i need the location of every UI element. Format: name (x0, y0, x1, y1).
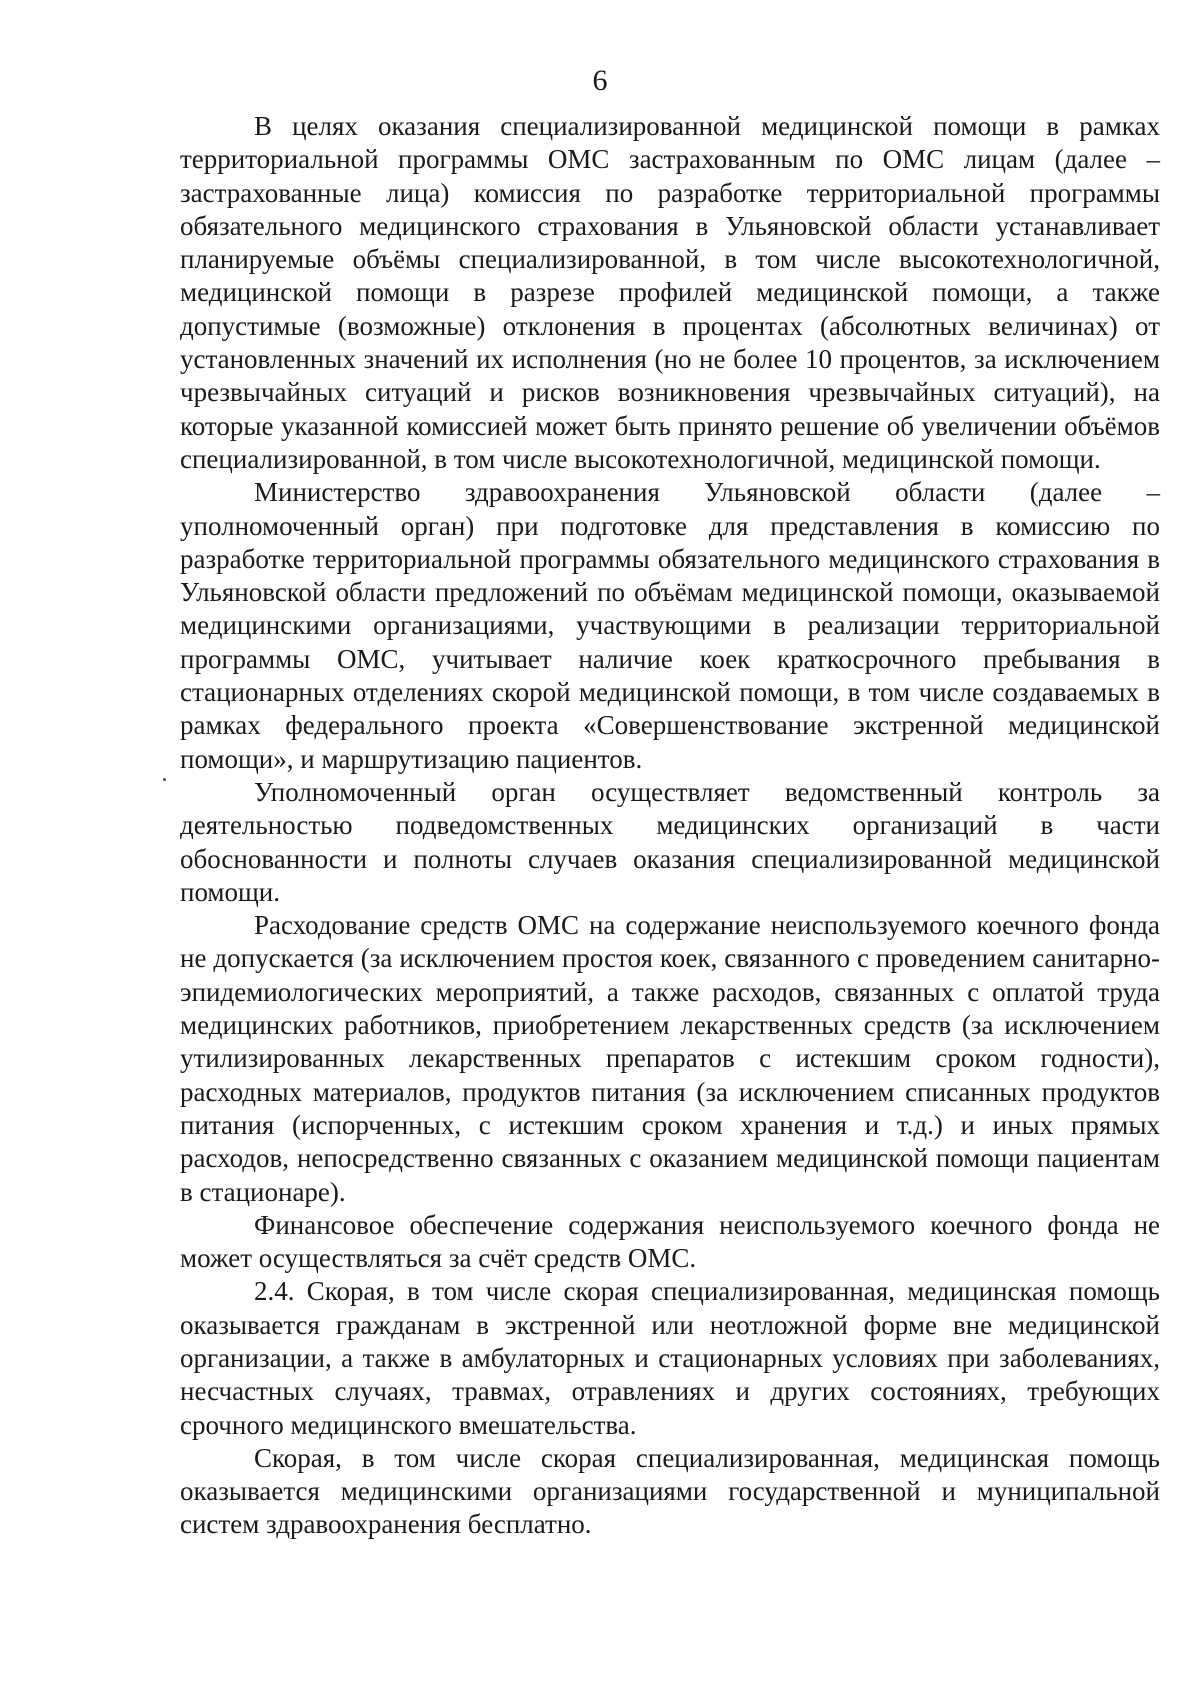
paragraph-section-2-4-emergency-care: 2.4. Скорая, в том числе скорая специализированная, медицинская помощь оказывается гражданам в экстренной или неотложной форме вне медицинской организации, а также в амбулаторных и стационарных условиях при заболеваниях, несчастных случаях, травмах, отравлениях и других состояниях, требующих срочного медицинского вмешательства. (180, 1276, 1160, 1440)
paragraph-specialized-care-volumes: В целях оказания специализированной медицинской помощи в рамках территориальной программы ОМС застрахованным по ОМС лицам (далее – застрахованные лица) комиссия по разработке территориальной программы обязательного медицинского страхования в Ульяновской области устанавливает планируемые объёмы специализированной, в том числе высокотехнологичной, медицинской помощи в разрезе профилей медицинской помощи, а также допустимые (возможные) отклонения в процентах (абсолютных величинах) от установленных значений их исполнения (но не более 10 процентов, за исключением чрезвычайных ситуаций и рисков возникновения чрезвычайных ситуаций), на которые указанной комиссией может быть принято решение об увеличении объёмов специализированной, в том числе высокотехнологичной, медицинской помощи. (180, 111, 1160, 474)
paragraph-emergency-care-free: Скорая, в том числе скорая специализированная, медицинская помощь оказывается медицинскими организациями государственной и муниципальной систем здравоохранения бесплатно. (180, 1442, 1160, 1540)
page-number: 6 (592, 64, 608, 97)
margin-dot (163, 778, 166, 781)
paragraph-departmental-control: Уполномоченный орган осуществляет ведомственный контроль за деятельностью подведомственных медицинских организаций в части обоснованности и полноты случаев оказания специализированной медицинской помощи. (180, 776, 1160, 907)
document-body (180, 110, 1160, 1542)
paragraph-unused-bed-fund-expenses: Расходование средств ОМС на содержание неиспользуемого коечного фонда не допускается (за исключением простоя коек, связанного с проведением санитарно-эпидемиологических мероприятий, а также расходов, связанных с оплатой труда медицинских работников, приобретением лекарственных средств (за исключением утилизированных лекарственных препаратов с истекшим сроком годности), расходных материалов, продуктов питания (за исключением списанных продуктов питания (испорченных, с истекшим сроком хранения и т.д.) и иных прямых расходов, непосредственно связанных с оказанием медицинской помощи пациентам в стационаре). (180, 910, 1160, 1207)
paragraph-ministry-proposals: Министерство здравоохранения Ульяновской области (далее – уполномоченный орган) при подготовке для представления в комиссию по разработке территориальной программы обязательного медицинского страхования в Ульяновской области предложений по объёмам медицинской помощи, оказываемой медицинскими организациями, участвующими в реализации территориальной программы ОМС, учитывает наличие коек краткосрочного пребывания в стационарных отделениях скорой медицинской помощи, в том числе создаваемых в рамках федерального проекта «Совершенствование экстренной медицинской помощи», и маршрутизацию пациентов. (180, 477, 1160, 774)
paragraph-bed-fund-financing: Финансовое обеспечение содержания неиспользуемого коечного фонда не может осуществляться за счёт средств ОМС. (180, 1209, 1160, 1274)
